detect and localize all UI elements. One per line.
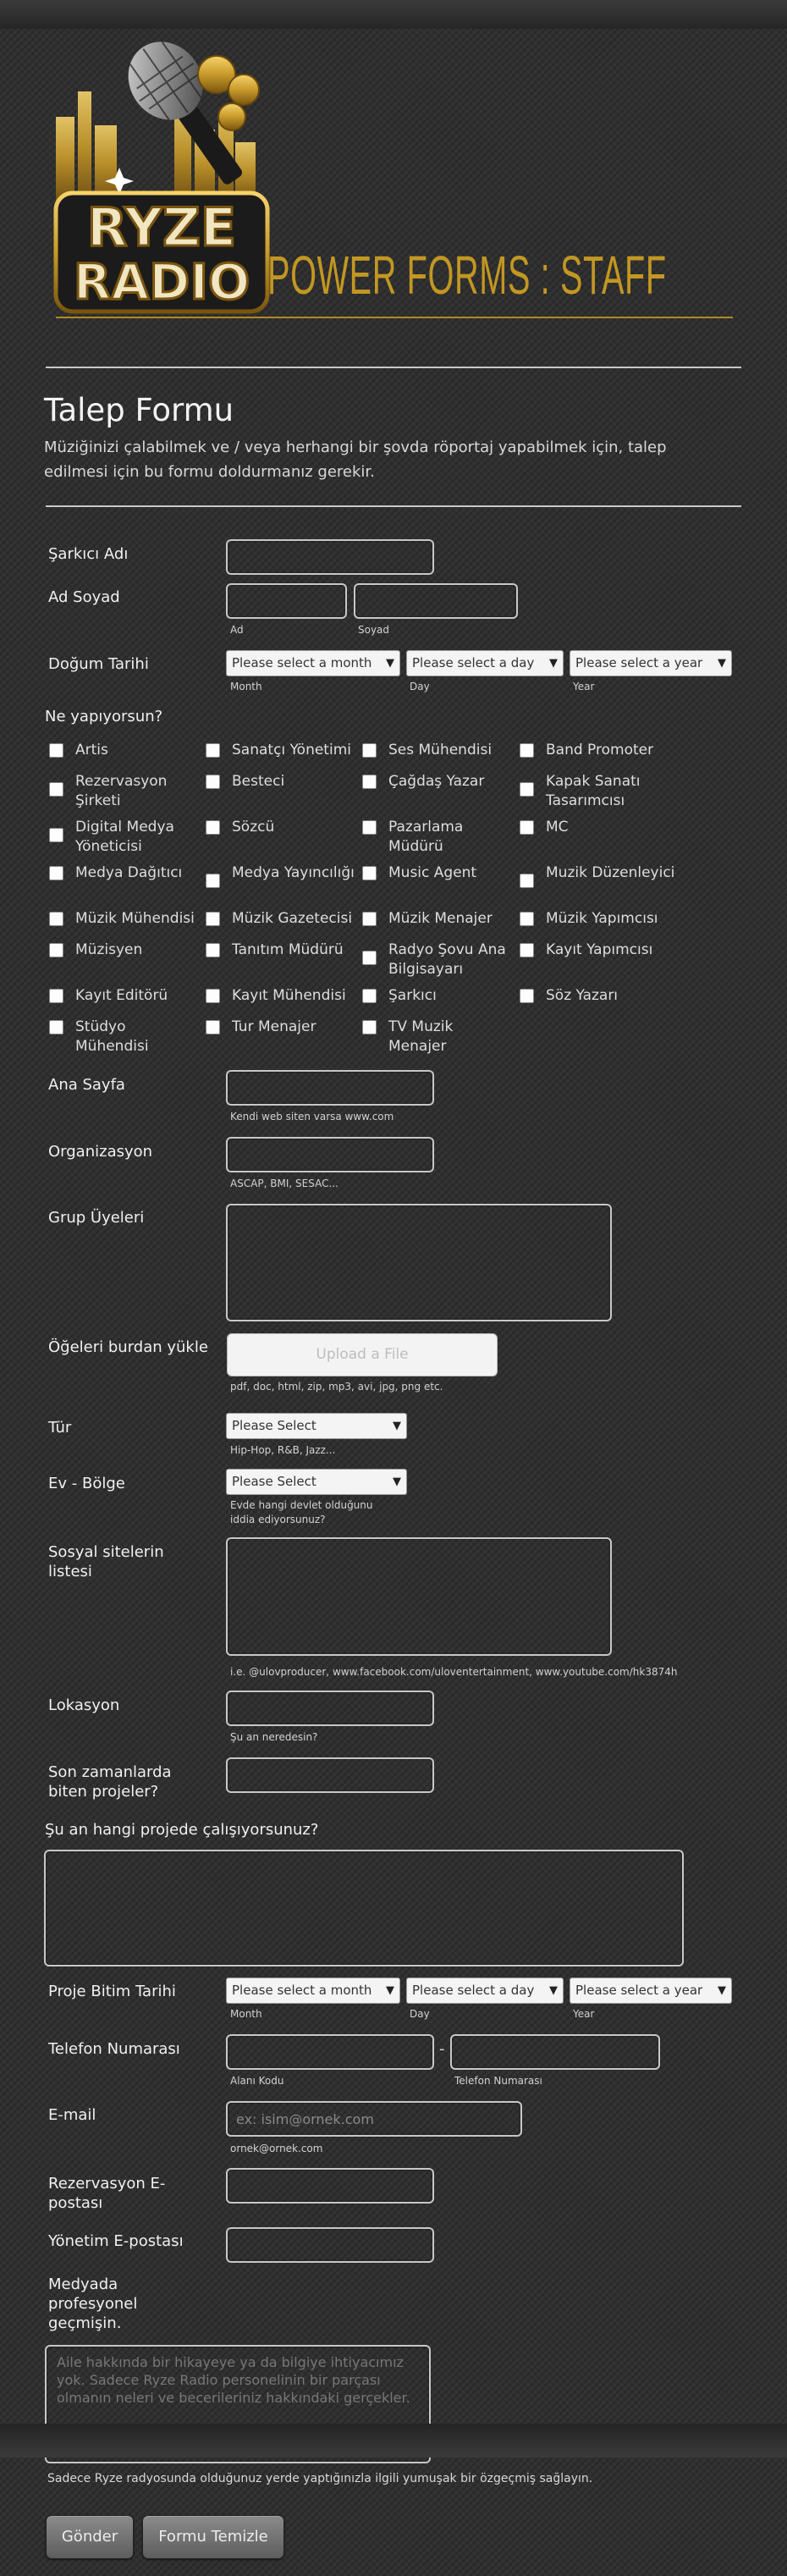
occupation-checkbox[interactable] xyxy=(49,743,63,758)
first-name-sublabel: Ad xyxy=(230,624,244,636)
footer-note: Sadece Ryze radyosunda olduğunuz yerde yaptığınızla ilgili yumuşak bir özgeçmiş sağlayın. xyxy=(47,2472,593,2485)
upload-file-button[interactable]: Upload a File xyxy=(227,1333,498,1376)
occupation-option-label: Medya Dağıtıcı xyxy=(75,864,183,881)
phone-area-code-sublabel: Alanı Kodu xyxy=(230,2075,284,2087)
occupation-option[interactable] xyxy=(520,818,723,837)
occupation-option-label: Medya Yayıncılığı xyxy=(232,864,355,881)
occupation-checkbox[interactable] xyxy=(206,943,220,957)
occupation-option[interactable] xyxy=(49,909,200,929)
occupation-option[interactable] xyxy=(206,818,356,837)
occupation-checkbox[interactable] xyxy=(362,951,377,965)
occupation-checkbox[interactable] xyxy=(362,743,377,758)
location-sublabel: Şu an neredesin? xyxy=(230,1731,318,1743)
occupation-option[interactable] xyxy=(49,1018,200,1056)
genre-select[interactable]: Please Select ▼ xyxy=(226,1413,407,1439)
occupation-checkbox[interactable] xyxy=(206,874,220,888)
organization-sublabel: ASCAP, BMI, SESAC... xyxy=(230,1178,338,1189)
occupation-checkbox[interactable] xyxy=(520,943,534,957)
occupation-option-label: Kayıt Yapımcısı xyxy=(546,941,653,958)
home-region-sublabel-line1: Evde hangi devlet olduğunu xyxy=(230,1499,373,1511)
occupation-option-label: Söz Yazarı xyxy=(546,987,619,1004)
title-divider-top xyxy=(46,367,741,368)
upload-sublabel: pdf, doc, html, zip, mp3, avi, jpg, png etc. xyxy=(230,1381,443,1393)
footer-band xyxy=(0,2424,787,2457)
occupation-checkbox[interactable] xyxy=(206,1020,220,1034)
occupation-option[interactable] xyxy=(362,741,513,760)
occupation-option[interactable] xyxy=(206,909,356,929)
reset-form-button[interactable]: Formu Temizle xyxy=(142,2515,284,2559)
occupation-option-label: Müzik Gazetecisi xyxy=(232,910,353,927)
birth-year-sublabel: Year xyxy=(573,681,595,692)
organization-label: Organizasyon xyxy=(48,1143,153,1161)
birth-date-label: Doğum Tarihi xyxy=(48,655,149,673)
occupation-checkbox[interactable] xyxy=(520,874,534,888)
occupation-checkbox[interactable] xyxy=(49,782,63,797)
recent-projects-input[interactable] xyxy=(226,1757,434,1793)
occupation-option[interactable] xyxy=(49,772,200,811)
project-end-month-sublabel: Month xyxy=(230,2008,262,2020)
occupation-question: Ne yapıyorsun? xyxy=(45,708,163,725)
occupation-option-label: Ses Mühendisi xyxy=(388,742,493,758)
email-sublabel: ornek@ornek.com xyxy=(230,2143,323,2154)
home-region-sublabel-line2: iddia ediyorsunuz? xyxy=(230,1514,326,1525)
logo-text-top: RYZE xyxy=(86,196,237,258)
social-sites-textarea[interactable] xyxy=(226,1537,612,1656)
occupation-option[interactable] xyxy=(206,986,356,1006)
current-project-textarea[interactable] xyxy=(44,1850,684,1966)
occupation-checkbox[interactable] xyxy=(49,912,63,926)
project-end-day-select[interactable]: Please select a day ▼ xyxy=(406,1978,564,2004)
phone-separator: - xyxy=(439,2040,445,2058)
submit-button[interactable]: Gönder xyxy=(46,2515,134,2559)
occupation-checkbox[interactable] xyxy=(520,782,534,797)
occupation-checkbox[interactable] xyxy=(362,866,377,880)
chevron-down-icon: ▼ xyxy=(549,1984,558,1997)
genre-label: Tür xyxy=(48,1419,72,1437)
occupation-option-label: TV Muzik Menajer xyxy=(388,1018,454,1055)
ryze-radio-logo xyxy=(47,24,276,316)
form-title: Talep Formu xyxy=(44,392,234,428)
birth-day-sublabel: Day xyxy=(410,681,430,692)
upload-label: Öğeleri burdan yükle xyxy=(48,1338,208,1356)
occupation-option[interactable] xyxy=(520,986,723,1006)
occupation-option[interactable] xyxy=(520,772,723,811)
organization-input[interactable] xyxy=(226,1137,434,1172)
occupation-checkbox[interactable] xyxy=(520,820,534,835)
media-background-label-line3: geçmişin. xyxy=(48,2314,122,2332)
occupation-option[interactable] xyxy=(206,741,356,760)
occupation-option[interactable] xyxy=(362,863,513,883)
group-members-textarea[interactable] xyxy=(226,1204,612,1321)
phone-number-input[interactable] xyxy=(450,2034,660,2070)
birth-day-select[interactable]: Please select a day ▼ xyxy=(406,650,564,676)
artist-name-label: Şarkıcı Adı xyxy=(48,545,129,563)
occupation-checkbox[interactable] xyxy=(49,1020,63,1034)
project-end-year-select[interactable]: Please select a year ▼ xyxy=(570,1978,732,2004)
occupation-option-label: Stüdyo Mühendisi xyxy=(75,1018,149,1055)
occupation-option[interactable] xyxy=(206,863,356,888)
occupation-option[interactable] xyxy=(362,772,513,792)
occupation-option-label: Sözcü xyxy=(232,819,275,836)
occupation-option-label: Artis xyxy=(75,742,108,758)
email-label: E-mail xyxy=(48,2106,96,2124)
occupation-option-label: Müzisyen xyxy=(75,941,143,958)
occupation-option[interactable] xyxy=(49,940,200,960)
occupation-option-label: Kayıt Editörü xyxy=(75,987,168,1004)
occupation-checkbox[interactable] xyxy=(362,1020,377,1034)
occupation-option-label: Band Promoter xyxy=(546,742,654,758)
social-sites-label-line1: Sosyal sitelerin xyxy=(48,1543,164,1561)
phone-number-sublabel: Telefon Numarası xyxy=(454,2075,542,2087)
phone-label: Telefon Numarası xyxy=(48,2040,180,2058)
booking-email-input[interactable] xyxy=(226,2168,434,2204)
home-region-label: Ev - Bölge xyxy=(48,1475,125,1492)
occupation-checkbox[interactable] xyxy=(362,989,377,1003)
occupation-option-label: Müzik Menajer xyxy=(388,910,493,927)
occupation-option-label: Sanatçı Yönetimi xyxy=(232,742,351,758)
chevron-down-icon: ▼ xyxy=(386,1984,394,1997)
homepage-input[interactable] xyxy=(226,1070,434,1106)
location-input[interactable] xyxy=(226,1691,434,1726)
occupation-checkbox[interactable] xyxy=(49,828,63,842)
current-project-label: Şu an hangi projede çalışıyorsunuz? xyxy=(45,1821,319,1839)
occupation-option-label: Besteci xyxy=(232,773,285,790)
chevron-down-icon: ▼ xyxy=(393,1420,401,1432)
chevron-down-icon: ▼ xyxy=(549,657,558,670)
occupation-option-label: Radyo Şovu Ana Bilgisayarı xyxy=(388,941,506,978)
occupation-checkbox[interactable] xyxy=(520,912,534,926)
occupation-option-label: Pazarlama Müdürü xyxy=(388,819,464,855)
occupation-option[interactable] xyxy=(49,818,200,857)
occupation-checkbox[interactable] xyxy=(206,775,220,789)
occupation-option[interactable] xyxy=(520,940,723,960)
occupation-checkbox[interactable] xyxy=(49,989,63,1003)
artist-name-input[interactable] xyxy=(226,539,434,575)
occupation-checkbox[interactable] xyxy=(49,866,63,880)
occupation-option[interactable] xyxy=(206,1018,356,1037)
occupation-option-label: Şarkıcı xyxy=(388,987,437,1004)
first-name-input[interactable] xyxy=(226,583,347,619)
occupation-checkbox[interactable] xyxy=(206,820,220,835)
project-end-day-sublabel: Day xyxy=(410,2008,430,2020)
chevron-down-icon: ▼ xyxy=(718,1984,726,1997)
birth-month-select[interactable]: Please select a month ▼ xyxy=(226,650,400,676)
occupation-option-label: Tanıtım Müdürü xyxy=(232,941,344,958)
occupation-checkbox[interactable] xyxy=(362,820,377,835)
chevron-down-icon: ▼ xyxy=(718,657,726,670)
occupation-option-label: Rezervasyon Şirketi xyxy=(75,773,168,809)
occupation-option[interactable] xyxy=(362,986,513,1006)
occupation-option[interactable] xyxy=(520,863,723,888)
booking-email-label-line1: Rezervasyon E- xyxy=(48,2175,166,2193)
birth-year-select[interactable]: Please select a year ▼ xyxy=(570,650,732,676)
birth-month-sublabel: Month xyxy=(230,681,262,692)
occupation-option[interactable] xyxy=(520,741,723,760)
chevron-down-icon: ▼ xyxy=(386,657,394,670)
occupation-option[interactable] xyxy=(49,986,200,1006)
media-background-label-line1: Medyada xyxy=(48,2275,118,2293)
occupation-option-label: Music Agent xyxy=(388,864,477,881)
full-name-label: Ad Soyad xyxy=(48,588,120,606)
occupation-option[interactable] xyxy=(206,940,356,960)
last-name-input[interactable] xyxy=(354,583,518,619)
occupation-option[interactable] xyxy=(362,909,513,929)
occupation-option-label: MC xyxy=(546,819,569,836)
occupation-option-label: Müzik Yapımcısı xyxy=(546,910,658,927)
title-divider-bottom xyxy=(46,505,741,507)
occupation-option[interactable] xyxy=(362,1018,513,1056)
occupation-option[interactable] xyxy=(49,863,200,883)
booking-email-label-line2: postası xyxy=(48,2194,103,2212)
management-email-label: Yönetim E-postası xyxy=(48,2232,184,2250)
recent-projects-label-line2: biten projeler? xyxy=(48,1783,159,1801)
occupation-checkbox[interactable] xyxy=(362,912,377,926)
occupation-option-label: Çağdaş Yazar xyxy=(388,773,485,790)
genre-sublabel: Hip-Hop, R&B, Jazz... xyxy=(230,1444,336,1456)
project-end-year-sublabel: Year xyxy=(573,2008,595,2020)
phone-area-code-input[interactable] xyxy=(226,2034,434,2070)
chevron-down-icon: ▼ xyxy=(393,1476,401,1488)
social-sites-label-line2: listesi xyxy=(48,1563,92,1580)
occupation-option[interactable] xyxy=(49,741,200,760)
occupation-checkbox[interactable] xyxy=(362,775,377,789)
occupation-option-label: Muzik Düzenleyici xyxy=(546,864,675,881)
occupation-option[interactable] xyxy=(362,818,513,857)
occupation-checkbox[interactable] xyxy=(206,912,220,926)
occupation-option[interactable] xyxy=(206,772,356,792)
occupation-option-label: Tur Menajer xyxy=(232,1018,316,1035)
brand-title: POWER FORMS : STAFF xyxy=(267,245,667,306)
social-sites-sublabel: i.e. @ulovproducer, www.facebook.com/uloventertainment, www.youtube.com/hk3874h xyxy=(230,1666,678,1678)
recent-projects-label-line1: Son zamanlarda xyxy=(48,1763,172,1781)
occupation-option-label: Müzik Mühendisi xyxy=(75,910,195,927)
occupation-checkbox[interactable] xyxy=(520,743,534,758)
homepage-label: Ana Sayfa xyxy=(48,1076,125,1094)
occupation-option[interactable] xyxy=(362,940,513,979)
occupation-checkbox[interactable] xyxy=(49,943,63,957)
home-region-select[interactable]: Please Select ▼ xyxy=(226,1469,407,1495)
occupation-option-label: Digital Medya Yöneticisi xyxy=(75,819,174,855)
occupation-checkbox[interactable] xyxy=(206,743,220,758)
logo-text-bottom: RADIO xyxy=(73,253,250,311)
occupation-checkbox[interactable] xyxy=(520,989,534,1003)
occupation-option-label: Kapak Sanatı Tasarımcısı xyxy=(546,773,641,809)
project-end-date-label: Proje Bitim Tarihi xyxy=(48,1983,176,2000)
location-label: Lokasyon xyxy=(48,1696,120,1714)
header-divider xyxy=(56,317,733,318)
occupation-option[interactable] xyxy=(520,909,723,929)
project-end-month-select[interactable]: Please select a month ▼ xyxy=(226,1978,400,2004)
form-description: Müziğinizi çalabilmek ve / veya herhangi bir şovda röportaj yapabilmek için, talep edilmesi için bu formu doldurmanız gerekir. xyxy=(44,439,667,481)
management-email-input[interactable] xyxy=(226,2227,434,2263)
occupation-option-label: Kayıt Mühendisi xyxy=(232,987,346,1004)
last-name-sublabel: Soyad xyxy=(358,624,390,636)
group-members-label: Grup Üyeleri xyxy=(48,1209,145,1227)
homepage-sublabel: Kendi web siten varsa www.com xyxy=(230,1111,394,1123)
occupation-checkbox[interactable] xyxy=(206,989,220,1003)
email-input[interactable] xyxy=(226,2101,522,2137)
media-background-label-line2: profesyonel xyxy=(48,2295,138,2313)
